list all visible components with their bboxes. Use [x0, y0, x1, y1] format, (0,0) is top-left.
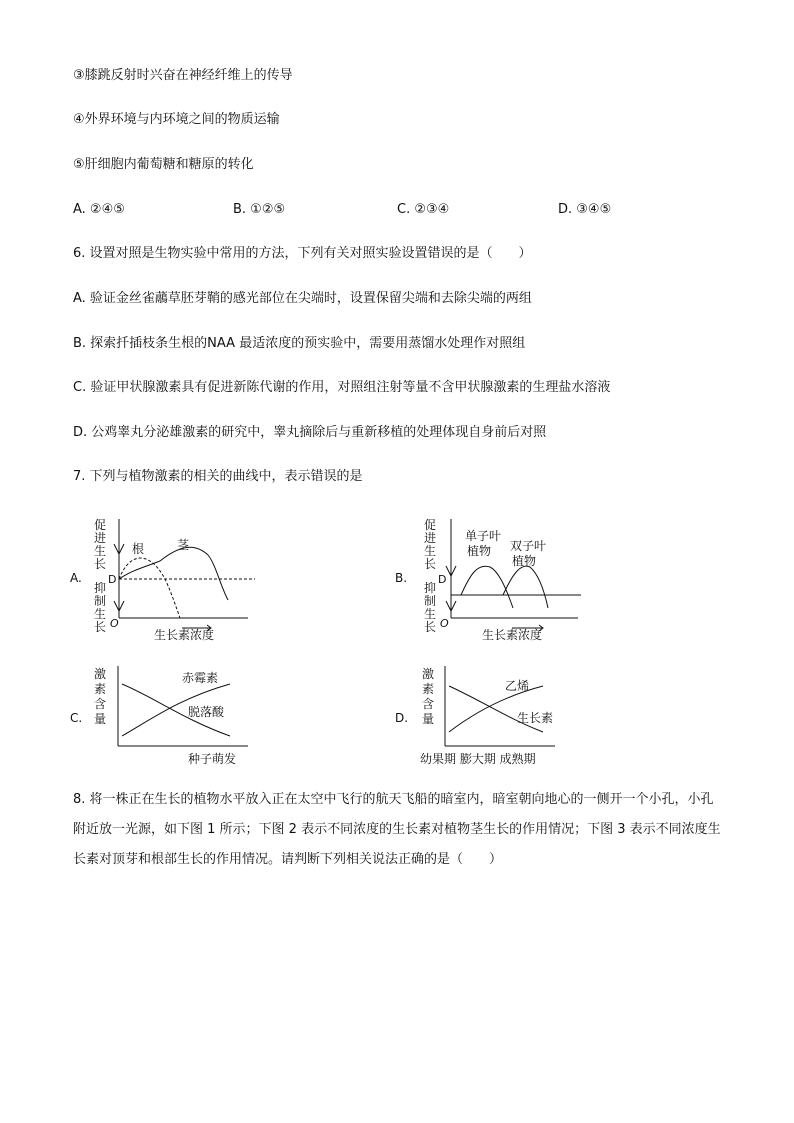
svg-text:抑: 抑 — [424, 581, 437, 595]
q7-d-xlabel: 幼果期 膨大期 成熟期 — [420, 752, 536, 766]
q6-stem: 6. 设置对照是生物实验中常用的方法，下列有关对照实验设置错误的是（ ） — [73, 246, 532, 261]
q7-a-xlabel: 生长素浓度 — [154, 628, 215, 642]
q7-b-di-1: 双子叶 — [510, 539, 547, 553]
q5-option-a[interactable]: A. ②④⑤ — [73, 202, 125, 217]
svg-text:含: 含 — [422, 697, 435, 711]
q7-a-label: A. — [70, 571, 82, 585]
svg-text:激: 激 — [94, 667, 107, 681]
q7-a-d-label: D — [108, 573, 117, 586]
q7-graph-a[interactable] — [70, 515, 270, 645]
svg-text:含: 含 — [94, 697, 107, 711]
q7-c-xlabel: 种子萌发 — [188, 752, 237, 766]
q5-option-b[interactable]: B. ①②⑤ — [233, 202, 286, 217]
q7-c-label: C. — [70, 711, 83, 725]
q7-d-auxin: 生长素 — [517, 711, 554, 725]
q7-b-mono-2: 植物 — [467, 544, 492, 558]
q7-graph-b[interactable] — [395, 515, 595, 645]
svg-text:长: 长 — [94, 620, 107, 634]
statement-5: ⑤肝细胞内葡萄糖和糖原的转化 — [73, 157, 254, 172]
svg-text:激: 激 — [422, 667, 435, 681]
svg-text:生: 生 — [94, 607, 107, 621]
q6-option-d[interactable]: D. 公鸡睾丸分泌雄激素的研究中，睾丸摘除后与重新移植的处理体现自身前后对照 — [73, 425, 547, 440]
svg-text:素: 素 — [422, 682, 435, 696]
q7-graph-c[interactable] — [70, 660, 270, 775]
svg-text:进: 进 — [424, 531, 437, 545]
q7-b-label: B. — [395, 571, 408, 585]
q7-d-label: D. — [395, 711, 409, 725]
svg-text:长: 长 — [424, 557, 437, 571]
q7-stem: 7. 下列与植物激素的相关的曲线中，表示错误的是 — [73, 469, 363, 484]
q7-a-stem-curve: 茎 — [177, 538, 190, 552]
svg-text:制: 制 — [424, 594, 437, 608]
q7-b-di-2: 植物 — [512, 554, 537, 568]
svg-text:长: 长 — [94, 557, 107, 571]
svg-text:生: 生 — [424, 607, 437, 621]
q5-option-d[interactable]: D. ③④⑤ — [558, 202, 612, 217]
svg-text:量: 量 — [94, 712, 107, 726]
q6-option-a[interactable]: A. 验证金丝雀虉草胚芽鞘的感光部位在尖端时，设置保留尖端和去除尖端的两组 — [73, 291, 532, 306]
q7-b-xlabel: 生长素浓度 — [482, 628, 543, 642]
svg-text:量: 量 — [422, 712, 435, 726]
svg-text:长: 长 — [424, 620, 437, 634]
svg-text:生: 生 — [424, 544, 437, 558]
q6-option-c[interactable]: C. 验证甲状腺激素具有促进新陈代谢的作用，对照组注射等量不含甲状腺激素的生理盐水溶液 — [73, 380, 611, 395]
q7-b-d-label: D — [438, 573, 447, 586]
q7-a-origin: O — [110, 617, 119, 630]
svg-text:进: 进 — [94, 531, 107, 545]
svg-text:素: 素 — [94, 682, 107, 696]
q7-c-abscisic: 脱落酸 — [188, 705, 225, 719]
q6-option-b[interactable]: B. 探索扦插枝条生根的NAA 最适浓度的预实验中，需要用蒸馏水处理作对照组 — [73, 336, 526, 351]
svg-text:生: 生 — [94, 544, 107, 558]
q7-c-gibberellin: 赤霉素 — [182, 671, 219, 685]
svg-text:抑: 抑 — [94, 581, 107, 595]
q8-text: 8. 将一株正在生长的植物水平放入正在太空中飞行的航天飞船的暗室内，暗室朝向地心的一侧开一个小孔，小孔附近放一光源，如下图 1 所示；下图 2 表示不同浓度的生长素对植物茎生长的作用情况；下图 3 表示不同浓度生长素对顶芽和根部生长的作用情况。请判断下列相关说法正确的是（ ） — [73, 792, 721, 867]
q7-graph-d[interactable] — [395, 660, 595, 775]
svg-text:促: 促 — [424, 518, 437, 532]
statement-3: ③膝跳反射时兴奋在神经纤维上的传导 — [73, 68, 293, 83]
q7-a-root: 根 — [132, 542, 145, 556]
q7-d-ethylene: 乙烯 — [505, 679, 530, 693]
q7-b-origin: O — [440, 617, 449, 630]
q7-b-mono-1: 单子叶 — [465, 529, 502, 543]
svg-text:制: 制 — [94, 594, 107, 608]
statement-4: ④外界环境与内环境之间的物质运输 — [73, 112, 280, 127]
q5-option-c[interactable]: C. ②③④ — [397, 202, 450, 217]
svg-text:促: 促 — [94, 518, 107, 532]
